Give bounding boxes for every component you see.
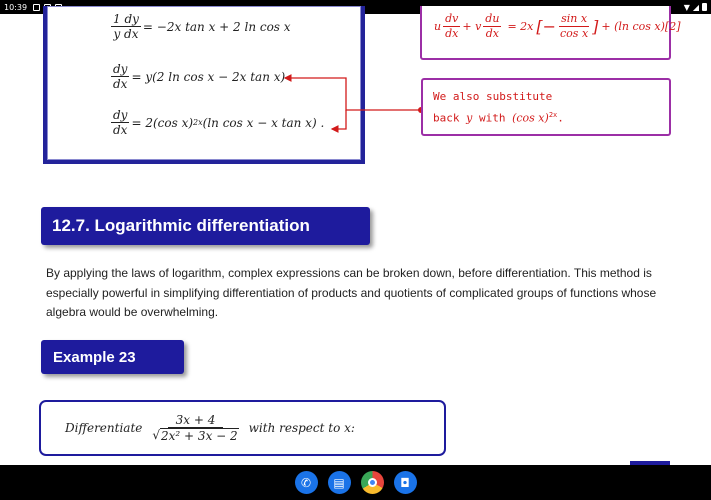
wifi-icon: ▼ [683, 2, 690, 12]
equation-rhs: = 2(cos x) [131, 115, 194, 130]
body-paragraph: By applying the laws of logarithm, complex expressions can be broken down, before differentiation. This method is especially powerful in simplifying differentiation of products and quotients of complicated groups of functions whose algebra would be overwhelming. [46, 266, 657, 319]
note-text: back [433, 111, 467, 125]
camera-glyph: ◘ [400, 475, 410, 490]
status-time: 10:39 [4, 2, 28, 12]
fraction-denominator [150, 428, 240, 443]
bracket-close: ] [592, 17, 599, 36]
sqrt-icon: √ [152, 428, 161, 442]
example-prefix: Differentiate [65, 421, 143, 435]
note-line-1: We also substitute [433, 90, 553, 103]
messages-glyph: ▤ [333, 475, 345, 490]
equation-rhs-tail: (ln cos x − x tan x) . [202, 115, 325, 130]
fraction-numerator: 3x + 4 [168, 413, 224, 428]
note-text: with [472, 111, 513, 125]
note-expression: (cos x) [512, 111, 549, 125]
example-heading: Example 23 [41, 340, 184, 374]
chrome-center [368, 478, 377, 487]
fraction-denominator: dx [485, 27, 499, 40]
note-var-y: y [466, 111, 473, 125]
equation-rhs: = y(2 ln cos x − 2x tan x) [131, 69, 286, 84]
fraction-denominator: y dx [113, 27, 139, 41]
fraction-numerator: dy [113, 108, 128, 122]
term-tail: + (ln cos x)[2] [601, 20, 681, 33]
bracket-open: [− [536, 17, 557, 36]
fraction-numerator: dv [445, 12, 459, 25]
fraction-denominator: dx [445, 27, 459, 40]
product-rule-equation [434, 12, 681, 41]
phone-glyph: ✆ [300, 475, 312, 490]
fraction-numerator: sin x [561, 12, 588, 25]
product-rule-box [420, 6, 681, 60]
section-heading: 12.7. Logarithmic differentiation [41, 207, 370, 245]
example-fraction [150, 413, 240, 443]
fraction-numerator: 1 dy [113, 12, 139, 26]
fraction [558, 12, 590, 41]
messages-icon[interactable] [328, 471, 351, 494]
fraction-denominator: cos x [560, 27, 589, 40]
navigation-bar [0, 465, 711, 500]
fraction [443, 12, 460, 41]
camera-icon[interactable] [394, 471, 417, 494]
note-superscript: 2x [548, 111, 558, 119]
term-plus-v: + v [462, 20, 482, 33]
fraction-denominator: dx [113, 77, 128, 91]
sqrt-radicand: 2x² + 3x − 2 [161, 429, 238, 443]
note-text: . [557, 111, 564, 125]
example-box [39, 400, 446, 456]
equation-superscript: 2x [193, 118, 203, 127]
substitution-note [421, 78, 671, 136]
chrome-icon[interactable] [361, 471, 384, 494]
equation-rhs: = −2x tan x + 2 ln cos x [142, 19, 291, 34]
fraction-denominator: dx [113, 123, 128, 137]
note-line-2 [433, 106, 659, 128]
fraction-numerator: du [485, 12, 500, 25]
phone-icon[interactable] [295, 471, 318, 494]
signal-icon: ◢ [692, 2, 699, 12]
example-suffix: with respect to x: [248, 421, 355, 435]
term-u: u [434, 20, 442, 33]
term-2x: = 2x [507, 20, 534, 33]
fraction-numerator: dy [113, 62, 128, 76]
fraction [483, 12, 501, 41]
